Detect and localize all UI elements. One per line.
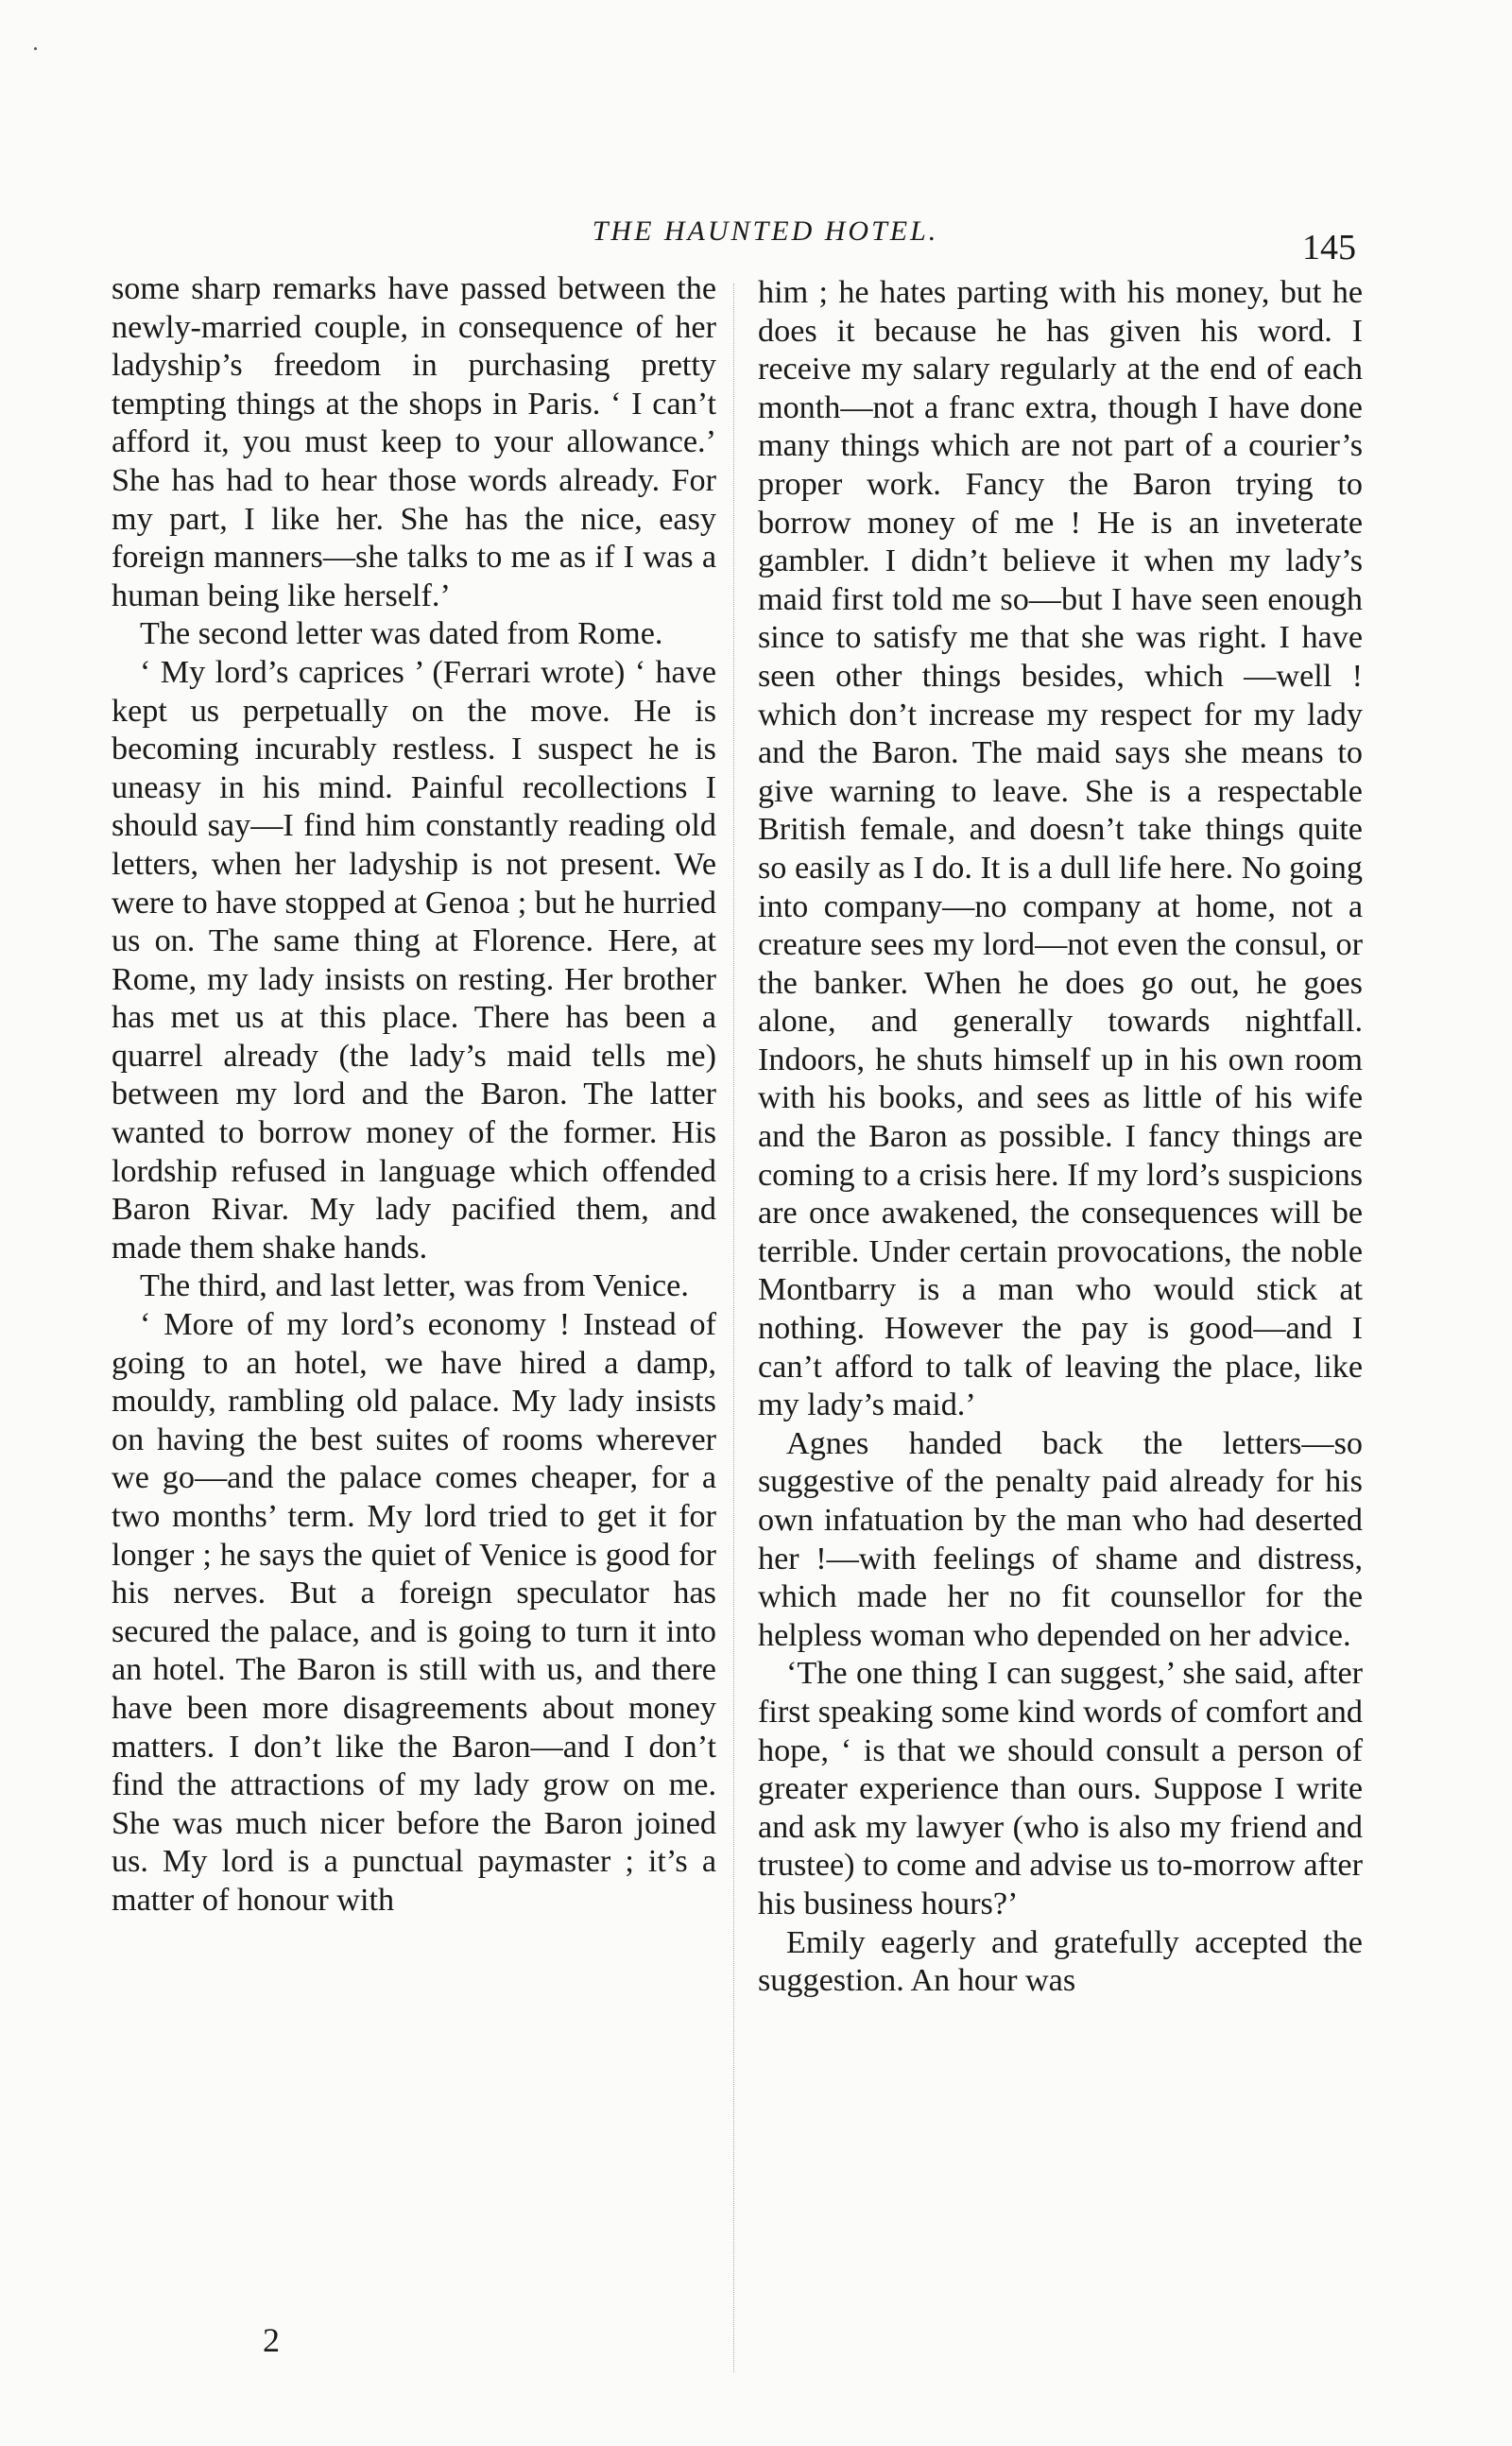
column-divider — [733, 284, 734, 2372]
paragraph: The third, and last letter, was from Venice. — [140, 1268, 689, 1304]
right-column — [758, 274, 1363, 2001]
signature-mark: 2 — [263, 2321, 280, 2359]
paragraph: ‘ My lord’s caprices ’ (Ferrari wrote) ‘ have kept us perpetually on the move. He is becoming incurably restless. I suspect he is uneasy in his mind. Painful recollections I should say—I find him constantly reading old letters, when her ladyship is not present. We were to have stopped at Genoa ; but he hurried us on. The same thing at Florence. Here, at Rome, my lady insists on resting. Her brother has met us at this place. There has been a quarrel already (the lady’s maid tells me) between my lord and the Baron. The latter wanted to borrow money of the former. His lordship refused in language which offended Baron Rivar. My lady pacified them, and made them shake hands. — [112, 654, 716, 1266]
paragraph: ‘ More of my lord’s economy ! Instead of going to an hotel, we have hired a damp, mouldy, rambling old palace. My lady insists on having the best suites of rooms wherever we go—and the palace comes cheaper, for a two months’ term. My lord tried to get it for longer ; he says the quiet of Venice is good for his nerves. But a foreign speculator has secured the palace, and is going to turn it into an hotel. The Baron is still with us, and there have been more disagreements about money matters. I don’t like the Baron—and I don’t find the attractions of my lady grow on me. She was much nicer before the Baron joined us. My lord is a punctual paymaster ; it’s a matter of honour with — [112, 1307, 716, 1918]
running-title: THE HAUNTED HOTEL. — [592, 215, 939, 247]
paragraph: ‘The one thing I can suggest,’ she said, after first speaking some kind words of comfort and hope, ‘ is that we should consult a person of greater experience than ours. Suppose I write and ask my lawyer (who is also my friend and trustee) to come and advise us to-morrow after his business hours?’ — [758, 1656, 1363, 1921]
paragraph: The second letter was dated from Rome. — [140, 616, 663, 652]
paragraph: Agnes handed back the letters—so suggestive of the penalty paid already for his own infatuation by the man who had deserted her !—with feelings of shame and distress, which made her no fit counsellor for the helpless woman who depended on her advice. — [758, 1425, 1363, 1653]
paragraph: Emily eagerly and gratefully accepted the suggestion. An hour was — [758, 1924, 1363, 1999]
left-column — [112, 270, 716, 1921]
ink-speck — [34, 47, 37, 50]
paragraph: some sharp remarks have passed between the newly-married couple, in consequence of her ladyship’s freedom in purchasing pretty tempting things at the shops in Paris. ‘ I can’t afford it, you must keep to your allowance.’ She has had to hear those words already. For my part, I like her. She has the nice, easy foreign manners—she talks to me as if I was a human being like herself.’ — [112, 271, 716, 613]
paragraph: him ; he hates parting with his money, but he does it because he has given his word. I receive my salary regularly at the end of each month—not a franc extra, though I have done many things which are not part of a courier’s proper work. Fancy the Baron trying to borrow money of me ! He is an inveterate gambler. I didn’t believe it when my lady’s maid first told me so—but I have seen enough since to satisfy me that she was right. I have seen other things besides, which —well ! which don’t increase my respect for my lady and the Baron. The maid says she means to give warning to leave. She is a respectable British female, and doesn’t take things quite so easily as I do. It is a dull life here. No going into company—no company at home, not a creature sees my lord—not even the consul, or the banker. When he does go out, he goes alone, and generally towards nightfall. Indoors, he shuts himself up in his own room with his books, and sees as little of his wife and the Baron as possible. I fancy things are coming to a crisis here. If my lord’s suspicions are once awakened, the consequences will be terrible. Under certain provocations, the noble Montbarry is a man who would stick at nothing. However the pay is good—and I can’t afford to talk of leaving the place, like my lady’s maid.’ — [758, 275, 1363, 1423]
page-number: 145 — [1302, 228, 1356, 267]
